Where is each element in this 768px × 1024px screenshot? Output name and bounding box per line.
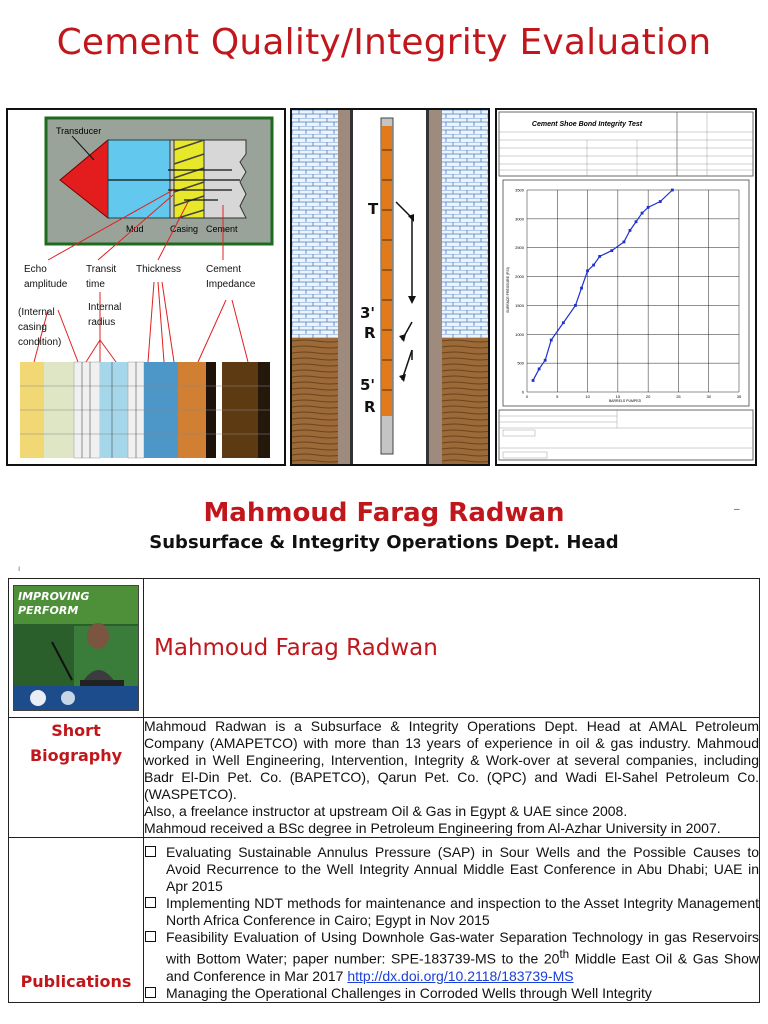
chart-heading: Cement Shoe Bond Integrity Test xyxy=(531,121,643,128)
ultrasonic-diagram xyxy=(8,110,284,464)
presenter-name: Mahmoud Farag Radwan xyxy=(203,498,565,528)
wellbore-panel xyxy=(290,108,490,466)
data-point xyxy=(586,269,589,272)
data-point xyxy=(641,212,644,215)
bio-label-1: Short xyxy=(51,721,101,740)
transit-label-2: time xyxy=(86,279,105,290)
x-tick-label: 5 xyxy=(556,394,559,399)
data-point xyxy=(610,249,613,252)
data-point xyxy=(592,264,595,267)
y-tick-label: 2000 xyxy=(515,274,524,280)
presenter-photo xyxy=(13,585,139,711)
dash-mark: – xyxy=(734,504,740,515)
data-point xyxy=(532,379,535,382)
data-point xyxy=(635,220,638,223)
receiver-3ft-r: R xyxy=(364,324,376,342)
profile-row xyxy=(9,579,760,718)
data-point xyxy=(647,206,650,209)
impedance-label-2: Impedance xyxy=(206,279,256,290)
transit-label-1: Transit xyxy=(86,264,117,275)
y-tick-label: 3500 xyxy=(515,187,524,193)
mud-label: Mud xyxy=(126,224,144,234)
y-tick-label: 1500 xyxy=(515,302,524,308)
bio-label-2: Biography xyxy=(29,746,123,765)
chart-ylabel: SURFACE PRESSURE (PSI) xyxy=(506,267,510,313)
x-tick-label: 10 xyxy=(585,394,590,399)
checkbox-icon xyxy=(145,931,156,942)
publications-label-cell xyxy=(9,838,144,1003)
tick-mark: ı xyxy=(18,564,21,573)
data-point xyxy=(659,200,662,203)
transmitter-label: T xyxy=(368,200,379,218)
x-tick-label: 15 xyxy=(615,394,621,399)
bio-label-cell xyxy=(9,718,144,838)
data-point xyxy=(623,241,626,244)
publication-item: Implementing NDT methods for maintenance and inspection to the Asset Integrity Management North Africa Conference in Cairo; Egypt in Nov 2015 xyxy=(144,895,759,929)
photo-banner-2: PERFORM xyxy=(18,604,79,617)
bio-row xyxy=(9,718,760,838)
data-point xyxy=(671,189,674,192)
publication-item: Evaluating Sustainable Annulus Pressure (SAP) in Sour Wells and the Possible Causes to Avoid Recurrence to the Well Integrity Annual Middle East Conference in Abu Dhabi; UAE in Apr 2015 xyxy=(144,844,759,895)
publication-item: Feasibility Evaluation of Using Downhole Gas-water Separation Technology in gas Reservoirs with Bottom Water; paper number: SPE-183739-MS to the 20th Middle East Oil & Gas Show and Conference in Mar 2017 http://dx.doi.org/10.2118/183739-MS xyxy=(144,929,759,985)
impedance-label-1: Cement xyxy=(206,264,242,275)
receiver-5ft-r: R xyxy=(364,398,376,416)
checkbox-icon xyxy=(145,987,156,998)
bio-text-cell xyxy=(144,718,760,838)
internal-casing-label-2: casing xyxy=(18,322,47,333)
internal-casing-label-1: (Internal xyxy=(18,307,55,318)
publications-cell xyxy=(144,838,760,1003)
cement-label: Cement xyxy=(206,224,238,234)
y-tick-label: 500 xyxy=(517,360,524,366)
page-title: Cement Quality/Integrity Evaluation xyxy=(56,22,712,63)
wellbore-schematic xyxy=(292,110,488,464)
chart-xlabel: BARRELS PUMPED xyxy=(608,399,642,403)
data-point xyxy=(629,229,632,232)
x-tick-label: 0 xyxy=(525,394,529,399)
integrity-test-panel xyxy=(495,108,757,466)
checkbox-icon xyxy=(145,846,156,857)
bio-paragraph-3: Mahmoud received a BSc degree in Petroleum Engineering from Al-Azhar University in 2007. xyxy=(144,820,721,836)
y-tick-label: 1000 xyxy=(515,331,524,337)
doi-link[interactable]: http://dx.doi.org/10.2118/183739-MS xyxy=(347,967,574,984)
integrity-test-chart xyxy=(497,110,755,464)
publication-item: Managing the Operational Challenges in Corroded Wells through Well Integrity xyxy=(144,985,759,1002)
internal-radius-label-2: radius xyxy=(88,317,116,328)
bio-paragraph-2: Also, a freelance instructor at upstream Oil & Gas in Egypt & UAE since 2008. xyxy=(144,803,628,819)
internal-casing-label-3: condition) xyxy=(18,337,62,348)
receiver-5ft-label: 5' xyxy=(360,376,376,394)
photo-cell xyxy=(9,579,144,718)
x-tick-label: 25 xyxy=(676,394,681,399)
presenter-position: Subsurface & Integrity Operations Dept. Head xyxy=(149,532,619,553)
echo-label-2: amplitude xyxy=(24,279,68,290)
y-tick-label: 3000 xyxy=(515,216,524,222)
ultrasonic-diagram-panel xyxy=(6,108,286,466)
profile-name-cell xyxy=(144,579,760,718)
internal-radius-label-1: Internal xyxy=(88,302,122,313)
x-tick-label: 30 xyxy=(706,394,711,399)
bio-paragraph-1: Mahmoud Radwan is a Subsurface & Integrity Operations Dept. Head at AMAL Petroleum Company (AMAPETCO) with more than 13 years of experience in oil & gas industry. Mahmoud worked in Well Engineering, Intervention, Integrity & Work-over at several companies, including Badr El-Din Pet. Co. (BAPETCO), Qarun Pet. Co. (QPC) and Wadi El-Sahel Petroleum Co. (WASPETCO). xyxy=(144,718,759,802)
y-tick-label: 0 xyxy=(521,389,524,395)
transducer-label: Transducer xyxy=(56,126,102,136)
publications-row xyxy=(9,838,760,1003)
y-tick-label: 2500 xyxy=(515,245,524,251)
data-point xyxy=(574,304,577,307)
photo-banner-1: IMPROVING xyxy=(18,590,90,603)
data-point xyxy=(598,255,601,258)
x-tick-label: 20 xyxy=(645,394,651,399)
data-point xyxy=(580,287,583,290)
publications-label: Publications xyxy=(20,971,132,991)
data-point xyxy=(544,359,547,362)
profile-table xyxy=(8,578,760,1003)
receiver-3ft-label: 3' xyxy=(360,304,376,322)
checkbox-icon xyxy=(145,897,156,908)
data-point xyxy=(562,321,565,324)
data-point xyxy=(550,339,553,342)
casing-label: Casing xyxy=(170,224,199,234)
x-tick-label: 35 xyxy=(736,394,742,399)
data-point xyxy=(538,368,541,371)
thickness-label: Thickness xyxy=(136,264,182,275)
echo-label-1: Echo xyxy=(24,264,47,275)
profile-name: Mahmoud Farag Radwan xyxy=(154,635,438,661)
